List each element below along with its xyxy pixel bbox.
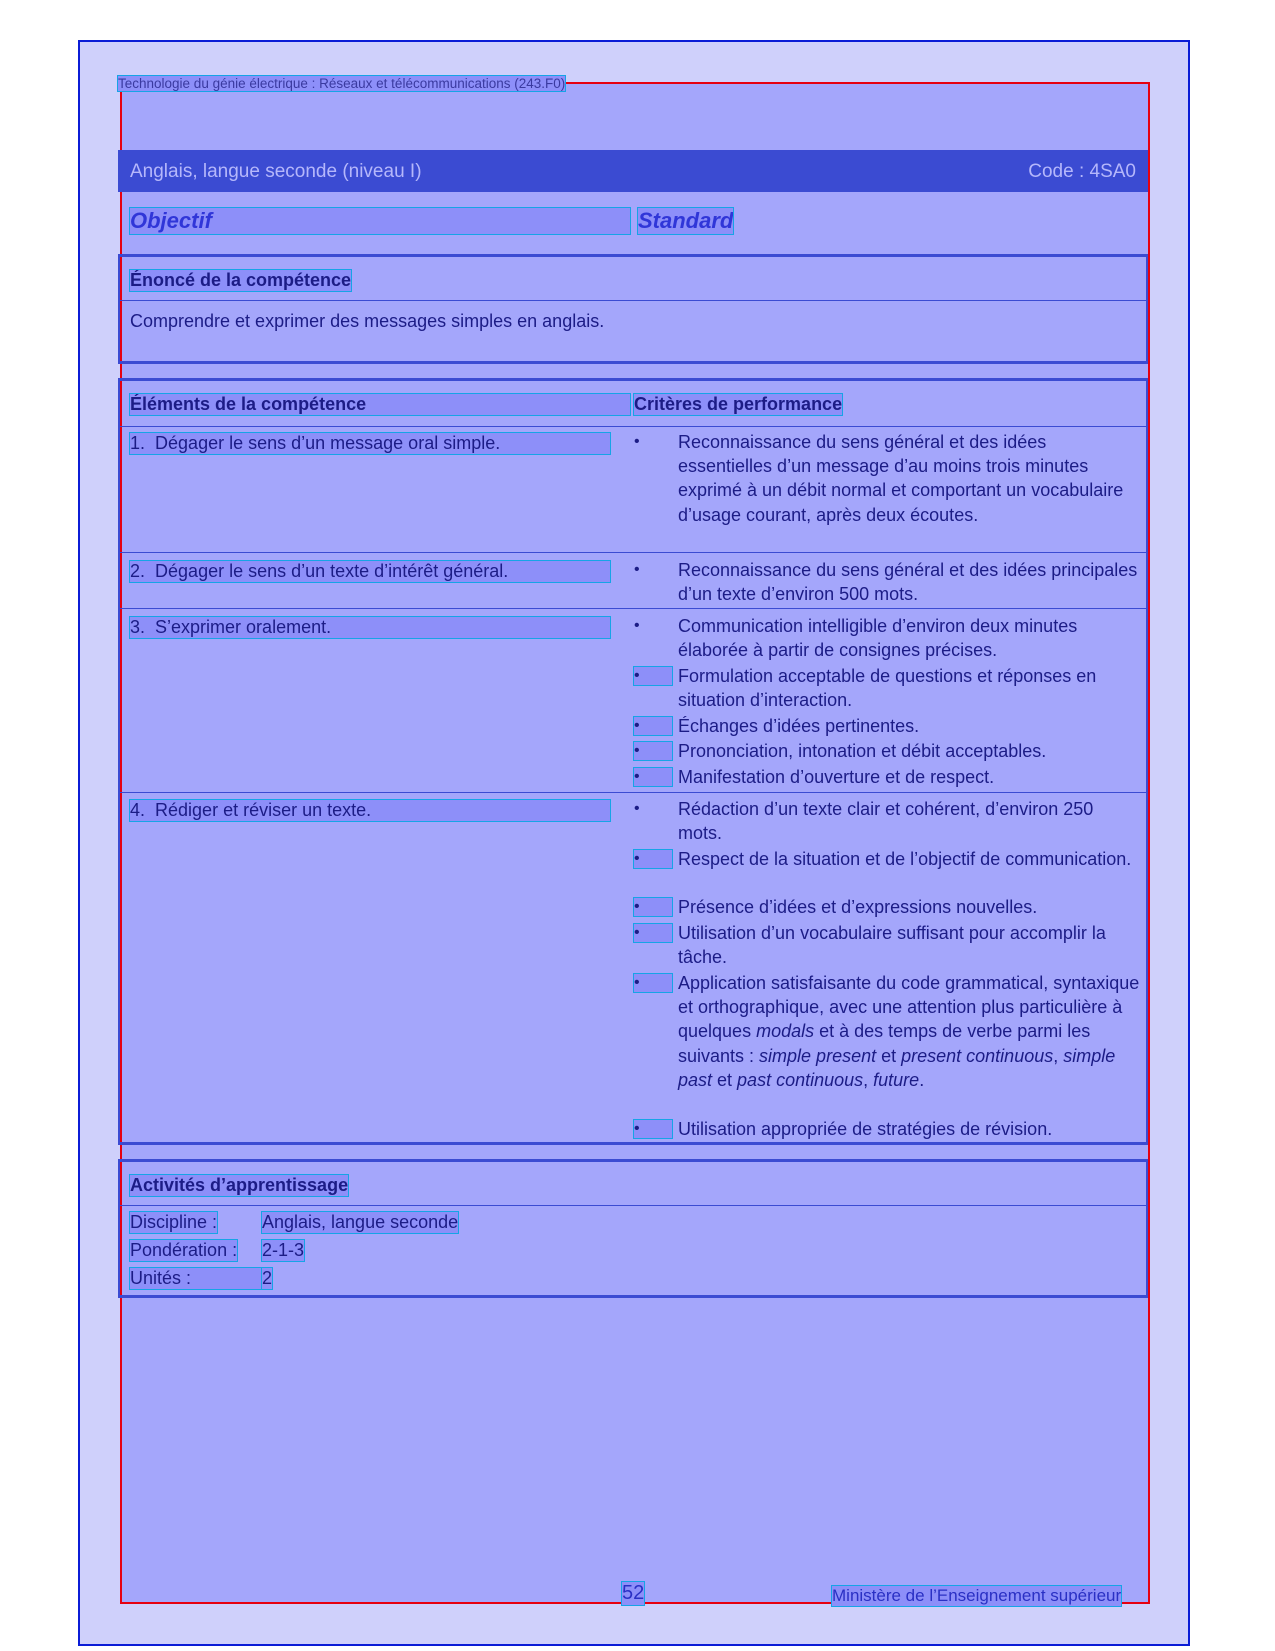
section-rule bbox=[118, 1295, 1148, 1298]
element-row-3 bbox=[130, 617, 610, 638]
bullet-icon: • bbox=[634, 561, 640, 578]
row-divider bbox=[118, 300, 1148, 301]
criterion-grammar: Application satisfaisante du code grammatical, syntaxique et orthographique, avec une attention plus particulière à quelques modals et à des temps de verbe parmi les suivants : simple present et present continuous, simple past et past continuous, future. bbox=[678, 973, 1140, 1090]
criterion: Communication intelligible d’environ deux minutes élaborée à partir de consignes précises. bbox=[678, 616, 1078, 661]
units-value: 2 bbox=[262, 1268, 273, 1288]
discipline-value: Anglais, langue seconde bbox=[262, 1212, 459, 1232]
section-rule bbox=[118, 378, 1148, 381]
element-row-4 bbox=[130, 800, 610, 821]
ponderation-label: Pondération : bbox=[130, 1240, 238, 1260]
element-number: 2. bbox=[130, 561, 146, 581]
element-label: Dégager le sens d’un texte d’intérêt général. bbox=[155, 561, 509, 581]
bullet-icon: • bbox=[634, 800, 640, 817]
element-row-2 bbox=[130, 561, 610, 582]
criterion: Échanges d’idées pertinentes. bbox=[678, 716, 920, 736]
standard-heading: Standard bbox=[638, 208, 734, 233]
section-border-right bbox=[1146, 378, 1148, 1144]
running-title: Technologie du génie électrique : Réseaux et télécommunications (243.F0) bbox=[118, 76, 566, 91]
criterion: Prononciation, intonation et débit acceptables. bbox=[678, 741, 1047, 761]
bullet-icon: • bbox=[634, 898, 672, 916]
row-divider bbox=[118, 426, 1148, 427]
objective-heading: Objectif bbox=[130, 208, 630, 234]
criterion: Respect de la situation et de l’objectif de communication. bbox=[678, 849, 1132, 869]
section-border-left bbox=[118, 378, 120, 1144]
section-rule bbox=[118, 1142, 1148, 1145]
criterion: Utilisation d’un vocabulaire suffisant pour accomplir la tâche. bbox=[678, 923, 1106, 968]
section-border-right bbox=[1146, 1159, 1148, 1297]
bullet-icon: • bbox=[634, 667, 672, 685]
competency-statement: Comprendre et exprimer des messages simples en anglais. bbox=[130, 311, 605, 331]
bullet-icon: • bbox=[634, 1120, 672, 1138]
criterion: Manifestation d’ouverture et de respect. bbox=[678, 767, 995, 787]
element-number: 3. bbox=[130, 617, 146, 637]
ponderation-value: 2-1-3 bbox=[262, 1240, 305, 1260]
row-divider bbox=[118, 792, 1148, 793]
section-border-left bbox=[118, 254, 120, 364]
footer-ministry: Ministère de l’Enseignement supérieur bbox=[832, 1586, 1122, 1605]
element-number: 4. bbox=[130, 800, 146, 820]
row-divider bbox=[118, 1205, 1148, 1206]
units-label: Unités : bbox=[130, 1268, 270, 1289]
discipline-label: Discipline : bbox=[130, 1212, 218, 1232]
course-band bbox=[118, 150, 1148, 192]
bullet-icon: • bbox=[634, 742, 672, 760]
element-row-1 bbox=[130, 433, 610, 454]
section-rule bbox=[118, 361, 1148, 364]
criterion: Rédaction d’un texte clair et cohérent, d’environ 250 mots. bbox=[678, 799, 1094, 844]
activities-title: Activités d’apprentissage bbox=[130, 1175, 349, 1195]
elements-heading: Éléments de la compétence bbox=[130, 394, 630, 415]
bullet-icon: • bbox=[634, 717, 672, 735]
element-number: 1. bbox=[130, 433, 146, 453]
bullet-icon: • bbox=[634, 768, 672, 786]
criterion: Reconnaissance du sens général et des idées principales d’un texte d’environ 500 mots. bbox=[678, 560, 1138, 605]
bullet-icon: • bbox=[634, 433, 640, 450]
element-label: Dégager le sens d’un message oral simple. bbox=[155, 433, 501, 453]
course-code: Code : 4SA0 bbox=[1028, 161, 1136, 182]
criterion: Reconnaissance du sens général et des idées essentielles d’un message d’au moins trois minutes exprimé à un débit normal et comportant un vocabulaire d’usage courant, après deux écoutes. bbox=[678, 432, 1124, 525]
bullet-icon: • bbox=[634, 850, 672, 868]
course-title: Anglais, langue seconde (niveau I) bbox=[130, 161, 422, 182]
element-label: Rédiger et réviser un texte. bbox=[155, 800, 372, 820]
criteria-heading: Critères de performance bbox=[634, 394, 843, 414]
row-divider bbox=[118, 608, 1148, 609]
criterion: Présence d’idées et d’expressions nouvelles. bbox=[678, 897, 1038, 917]
section-rule bbox=[118, 254, 1148, 257]
competency-title: Énoncé de la compétence bbox=[130, 270, 352, 290]
criterion: Formulation acceptable de questions et réponses en situation d’interaction. bbox=[678, 666, 1097, 711]
bullet-icon: • bbox=[634, 974, 672, 992]
page-number: 52 bbox=[622, 1582, 645, 1604]
row-divider bbox=[118, 552, 1148, 553]
section-border-right bbox=[1146, 254, 1148, 364]
criterion: Utilisation appropriée de stratégies de révision. bbox=[678, 1119, 1053, 1139]
section-border-left bbox=[118, 1159, 120, 1297]
element-label: S’exprimer oralement. bbox=[155, 617, 332, 637]
section-rule bbox=[118, 1159, 1148, 1162]
bullet-icon: • bbox=[634, 924, 672, 942]
bullet-icon: • bbox=[634, 617, 640, 634]
